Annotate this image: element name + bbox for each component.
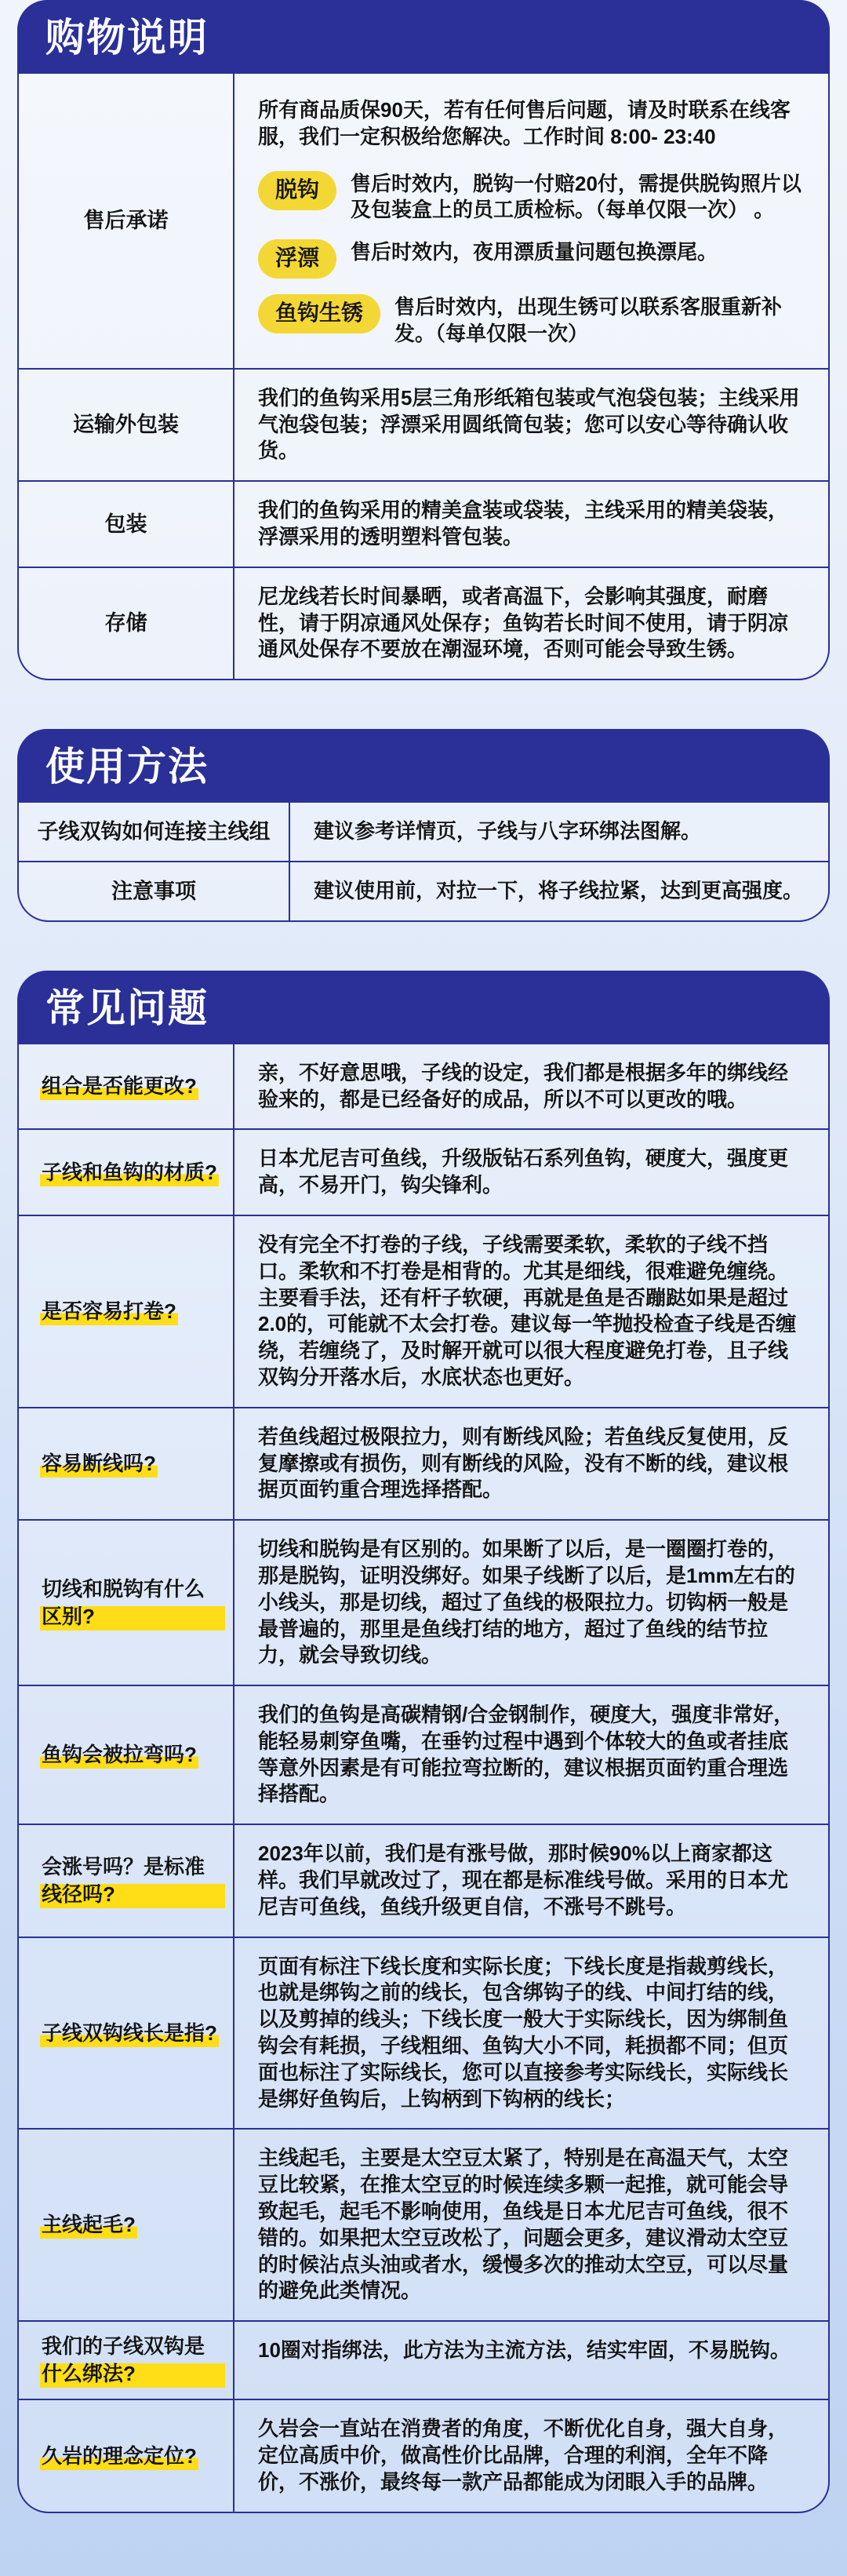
section-title-faq: 常见问题 bbox=[45, 986, 209, 1030]
faq-question-line-break: 容易断线吗? bbox=[19, 1408, 234, 1519]
faq-answer-brand-philosophy: 久岩会一直站在消费者的角度，不断优化自身，强大自身，定位高质中价，做高性价比品牌，合理的利润，全年不降价，不涨价，最终每一款产品都能成为闭眼入手的品牌。 bbox=[258, 2417, 789, 2494]
faq-answer-hook-bend: 我们的鱼钩是高碳精钢/合金钢制作，硬度大，强度非常好，能轻易刺穿鱼嘴，在垂钓过程中遇到个体较大的鱼或者挂底等意外因素是有可能拉弯拉断的，建议根据页面钓重合理选择搭配。 bbox=[258, 1703, 794, 1806]
faq-question-fuzzing: 主线起毛? bbox=[19, 2130, 234, 2320]
faq-question-hook-bend: 鱼钩会被拉弯吗? bbox=[19, 1686, 234, 1824]
faq-answer-material: 日本尤尼吉可鱼线，升级版钻石系列鱼钩，硬度大，强度更高，不易开门，钩尖锋利。 bbox=[258, 1146, 789, 1197]
badge-float-text: 售后时效内，夜用漂质量问题包换漂尾。 bbox=[351, 240, 718, 264]
table-row-storage bbox=[19, 567, 828, 679]
faq-row-material bbox=[19, 1128, 828, 1215]
faq-row-line-break bbox=[19, 1407, 828, 1519]
row-label-connect-mainline: 子线双钩如何连接主线组 bbox=[19, 803, 290, 861]
faq-question-line-gauge: 会涨号吗？是标准线径吗? bbox=[19, 1825, 234, 1936]
faq-answer-line-gauge: 2023年以前，我们是有涨号做，那时候90%以上商家都这样。我们早就改过了，现在都是标准线号做。采用的日本尤尼吉可鱼线，鱼线升级更自信，不涨号不跳号。 bbox=[258, 1842, 789, 1918]
badge-row-rust bbox=[258, 294, 808, 348]
badge-row-unhook bbox=[258, 171, 808, 224]
faq-row-line-length bbox=[19, 1937, 828, 2129]
faq-answer-cut-vs-unhook: 切线和脱钩是有区别的。如果断了以后，是一圈圈打卷的，那是脱钩，证明没绑好。如果子线断了以后，是1mm左右的小线头，那是切线，超过了鱼线的极限拉力。切钩柄一般是最普遍的，那里是鱼线打结的地方，超过了鱼线的结节拉力，就会导致切线。 bbox=[258, 1537, 795, 1667]
faq-question-brand-philosophy: 久岩的理念定位? bbox=[19, 2400, 234, 2511]
section-shopping-notes-table bbox=[17, 74, 830, 680]
after-sale-intro: 所有商品质保90天，若有任何售后问题，请及时联系在线客服，我们一定积极给您解决。工作时间 8:00- 23:40 bbox=[258, 98, 791, 148]
row-content-connect-mainline: 建议参考详情页，子线与八字环绑法图解。 bbox=[314, 819, 702, 843]
faq-row-change-combo bbox=[19, 1044, 828, 1129]
faq-row-fuzzing bbox=[19, 2128, 828, 2320]
faq-answer-line-break: 若鱼线超过极限拉力，则有断线风险；若鱼线反复使用，反复摩擦或有损伤，则有断线的风险，没有不断的线，建议根据页面钓重合理选择搭配。 bbox=[258, 1424, 789, 1502]
table-row-precautions bbox=[19, 861, 828, 920]
faq-row-curling bbox=[19, 1215, 828, 1407]
badge-row-float bbox=[258, 239, 808, 279]
section-usage-header bbox=[17, 729, 830, 803]
badge-unhook: 脱钩 bbox=[258, 171, 336, 210]
row-content-shipping-pack: 我们的鱼钩采用5层三角形纸箱包装或气泡袋包装；主线采用气泡袋包装；浮漂采用圆纸筒包装；您可以安心等待确认收货。 bbox=[258, 385, 800, 463]
row-label-precautions: 注意事项 bbox=[19, 862, 290, 920]
row-content-storage: 尼龙线若长时间暴晒，或者高温下，会影响其强度，耐磨性，请于阴凉通风处保存；鱼钩若长时间不使用，请于阴凉通风处保存不要放在潮湿环境，否则可能会导致生锈。 bbox=[258, 584, 789, 661]
faq-row-brand-philosophy bbox=[19, 2399, 828, 2511]
badge-float: 浮漂 bbox=[258, 239, 336, 279]
faq-answer-knot-method: 10圈对指绑法，此方法为主流方法，结实牢固，不易脱钩。 bbox=[258, 2338, 791, 2363]
row-label-packaging: 包装 bbox=[19, 482, 234, 567]
table-row-shipping-pack bbox=[19, 368, 828, 480]
section-usage bbox=[17, 729, 830, 922]
section-title-usage: 使用方法 bbox=[45, 745, 209, 789]
table-row-connect-mainline bbox=[19, 803, 828, 861]
faq-question-cut-vs-unhook: 切线和脱钩有什么区别? bbox=[19, 1521, 234, 1685]
section-faq-header bbox=[17, 971, 830, 1044]
badge-unhook-text: 售后时效内，脱钩一付赔20付，需提供脱钩照片以及包装盒上的员工质检标。（每单仅限一次） 。 bbox=[351, 171, 802, 222]
faq-row-knot-method bbox=[19, 2320, 828, 2399]
row-label-storage: 存储 bbox=[19, 568, 234, 679]
badge-rust: 鱼钩生锈 bbox=[258, 294, 380, 333]
table-row-packaging bbox=[19, 480, 828, 567]
faq-question-knot-method: 我们的子线双钩是什么绑法? bbox=[19, 2322, 234, 2399]
section-title-shopping-notes: 购物说明 bbox=[45, 16, 209, 60]
faq-answer-line-length: 页面有标注下线长度和实际长度；下线长度是指裁剪线长，也就是绑钩之前的线长，包含绑钩子的线、中间打结的线，以及剪掉的线头；下线长度一般大于实际线长，因为绑制鱼钩会有耗损，子线粗细、鱼钩大小不同，耗损都不同；但页面也标注了实际线长，您可以直接参考实际线长，实际线长是绑好鱼钩后，上钩柄到下钩柄的线长； bbox=[258, 1954, 789, 2111]
section-usage-table bbox=[17, 803, 830, 922]
row-label-after-sale: 售后承诺 bbox=[19, 74, 234, 368]
section-faq-table bbox=[17, 1044, 830, 2513]
row-content-precautions: 建议使用前，对拉一下，将子线拉紧，达到更高强度。 bbox=[314, 878, 804, 902]
faq-row-line-gauge bbox=[19, 1824, 828, 1936]
table-row-after-sale bbox=[19, 74, 828, 368]
row-content-after-sale bbox=[234, 74, 828, 368]
faq-question-line-length: 子线双钩线长是指? bbox=[19, 1938, 234, 2129]
badge-rust-text: 售后时效内，出现生锈可以联系客服重新补发。（每单仅限一次） bbox=[394, 295, 783, 345]
faq-answer-curling: 没有完全不打卷的子线，子线需要柔软，柔软的子线不挡口。柔软和不打卷是相背的。尤其是细线，很难避免缠绕。主要看手法，还有杆子软硬，再就是鱼是否蹦跶如果是超过2.0的，可能就不太会打卷。建议每一竿抛投检查子线是否缠绕，若缠绕了，及时解开就可以很大程度避免打卷，且子线双钩分开落水后，水底状态也更好。 bbox=[258, 1232, 797, 1389]
faq-answer-fuzzing: 主线起毛，主要是太空豆太紧了，特别是在高温天气，太空豆比较紧，在推太空豆的时候连续多颗一起推，就可能会导致起毛，起毛不影响使用，鱼线是日本尤尼吉可鱼线，很不错的。如果把太空豆改松了，问题会更多，建议滑动太空豆的时候沾点头油或者水，缓慢多次的推动太空豆，可以尽量的避免此类情况。 bbox=[258, 2146, 789, 2303]
faq-row-cut-vs-unhook bbox=[19, 1519, 828, 1685]
faq-question-curling: 是否容易打卷? bbox=[19, 1216, 234, 1407]
row-content-packaging: 我们的鱼钩采用的精美盒装或袋装，主线采用的精美袋装，浮漂采用的透明塑料管包装。 bbox=[258, 498, 789, 548]
section-shopping-notes bbox=[17, 0, 830, 680]
row-label-shipping-pack: 运输外包装 bbox=[19, 370, 234, 480]
faq-question-material: 子线和鱼钩的材质? bbox=[19, 1130, 234, 1215]
faq-answer-change-combo: 亲，不好意思哦，子线的设定，我们都是根据多年的绑线经验来的，都是已经备好的成品，所以不可以更改的哦。 bbox=[258, 1060, 789, 1111]
faq-question-change-combo: 组合是否能更改? bbox=[19, 1044, 234, 1129]
section-faq bbox=[17, 971, 830, 2513]
section-shopping-notes-header bbox=[17, 0, 830, 74]
faq-row-hook-bend bbox=[19, 1685, 828, 1824]
